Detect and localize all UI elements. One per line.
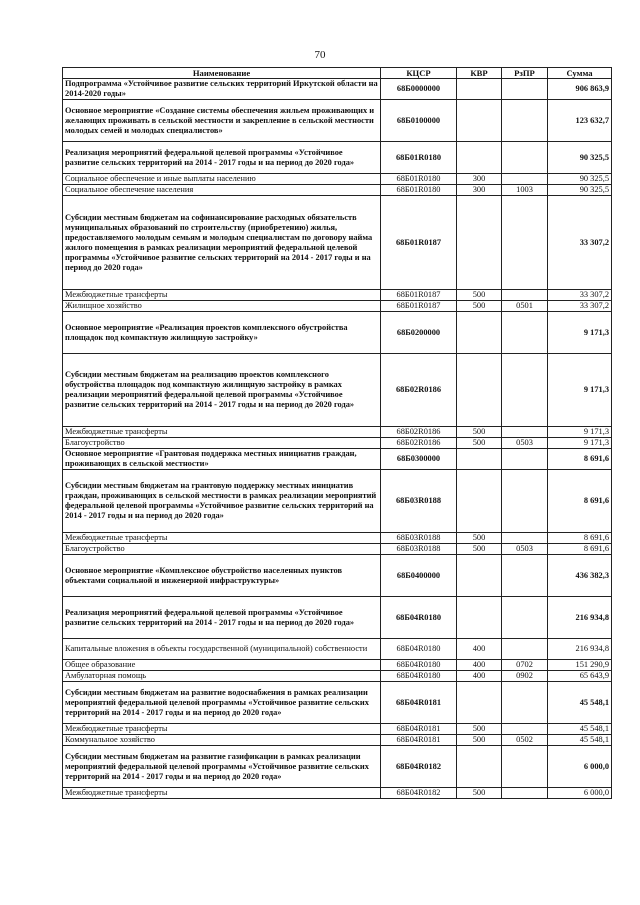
row-kvr: 500 <box>457 301 502 312</box>
table-row <box>63 470 612 533</box>
row-name: Субсидии местным бюджетам на грантовую поддержку местных инициатив граждан, проживающих в сельской местности в рамках реализации мероприятий федеральной целевой программы «Устойчивое развитие сельских территорий на 2014 - 2017 годы и на период до 2020 года» <box>63 470 381 533</box>
row-name: Субсидии местным бюджетам на реализацию проектов комплексного обустройства площадок под компактную жилищную застройку в рамках реализации мероприятий федеральной целевой программы «Устойчивое развитие сельских территорий на 2014 - 2017 годы и на период до 2020 года» <box>63 354 381 427</box>
table-row <box>63 660 612 671</box>
row-sum: 6 000,0 <box>548 788 612 799</box>
row-name: Межбюджетные трансферты <box>63 724 381 735</box>
row-sum: 8 691,6 <box>548 533 612 544</box>
row-sum: 33 307,2 <box>548 301 612 312</box>
row-sum: 436 382,3 <box>548 555 612 597</box>
row-kvr <box>457 746 502 788</box>
row-sum: 90 325,5 <box>548 142 612 174</box>
row-kvr: 400 <box>457 639 502 660</box>
row-rzpr <box>502 788 548 799</box>
row-name: Реализация мероприятий федеральной целевой программы «Устойчивое развитие сельских территорий на 2014 - 2017 годы и на период до 2020 года» <box>63 142 381 174</box>
row-name: Общее образование <box>63 660 381 671</box>
row-rzpr <box>502 79 548 100</box>
row-rzpr <box>502 290 548 301</box>
table-row <box>63 301 612 312</box>
table-row <box>63 555 612 597</box>
table-row <box>63 312 612 354</box>
row-kcsr: 68Б01R0187 <box>381 290 457 301</box>
header-kvr: КВР <box>457 68 502 79</box>
row-rzpr <box>502 724 548 735</box>
table-row <box>63 196 612 290</box>
header-rzpr: РзПР <box>502 68 548 79</box>
row-kvr: 400 <box>457 671 502 682</box>
table-row <box>63 185 612 196</box>
row-kcsr: 68Б03R0188 <box>381 544 457 555</box>
row-sum: 216 934,8 <box>548 597 612 639</box>
row-kvr: 300 <box>457 174 502 185</box>
row-kvr: 500 <box>457 788 502 799</box>
row-rzpr: 0501 <box>502 301 548 312</box>
row-kcsr: 68Б01R0187 <box>381 196 457 290</box>
row-name: Социальное обеспечение населения <box>63 185 381 196</box>
row-kvr: 500 <box>457 533 502 544</box>
table-row <box>63 427 612 438</box>
row-sum: 33 307,2 <box>548 290 612 301</box>
row-kvr: 500 <box>457 735 502 746</box>
row-sum: 6 000,0 <box>548 746 612 788</box>
row-kcsr: 68Б04R0181 <box>381 682 457 724</box>
row-kvr <box>457 354 502 427</box>
row-name: Субсидии местным бюджетам на развитие водоснабжения в рамках реализации мероприятий федеральной целевой программы «Устойчивое развитие сельских территорий на 2014 - 2017 годы и на период до 2020 года» <box>63 682 381 724</box>
row-kvr <box>457 597 502 639</box>
row-kcsr: 68Б04R0180 <box>381 660 457 671</box>
row-sum: 65 643,9 <box>548 671 612 682</box>
table-row <box>63 597 612 639</box>
row-kvr <box>457 196 502 290</box>
row-name: Межбюджетные трансферты <box>63 533 381 544</box>
row-name: Межбюджетные трансферты <box>63 290 381 301</box>
table-row <box>63 142 612 174</box>
row-rzpr: 0502 <box>502 735 548 746</box>
table-row <box>63 724 612 735</box>
row-rzpr <box>502 470 548 533</box>
page-number: 70 <box>314 49 326 61</box>
row-rzpr <box>502 746 548 788</box>
row-kcsr: 68Б01R0180 <box>381 174 457 185</box>
row-name: Субсидии местным бюджетам на развитие газификации в рамках реализации мероприятий федеральной целевой программы «Устойчивое развитие сельских территорий на 2014 - 2017 годы и на период до 2020 года» <box>63 746 381 788</box>
row-sum: 90 325,5 <box>548 174 612 185</box>
row-sum: 9 171,3 <box>548 354 612 427</box>
row-sum: 8 691,6 <box>548 449 612 470</box>
row-rzpr <box>502 354 548 427</box>
header-name: Наименование <box>63 68 381 79</box>
row-kcsr: 68Б02R0186 <box>381 438 457 449</box>
table-row <box>63 533 612 544</box>
row-rzpr: 1003 <box>502 185 548 196</box>
table-row <box>63 682 612 724</box>
row-rzpr: 0902 <box>502 671 548 682</box>
row-rzpr <box>502 196 548 290</box>
row-rzpr: 0503 <box>502 438 548 449</box>
row-kvr: 500 <box>457 427 502 438</box>
row-name: Реализация мероприятий федеральной целевой программы «Устойчивое развитие сельских территорий на 2014 - 2017 годы и на период до 2020 года» <box>63 597 381 639</box>
row-kvr <box>457 470 502 533</box>
row-kcsr: 68Б02R0186 <box>381 354 457 427</box>
row-kcsr: 68Б0200000 <box>381 312 457 354</box>
row-sum: 906 863,9 <box>548 79 612 100</box>
row-rzpr <box>502 597 548 639</box>
row-sum: 45 548,1 <box>548 724 612 735</box>
row-name: Благоустройство <box>63 544 381 555</box>
row-name: Амбулаторная помощь <box>63 671 381 682</box>
row-sum: 9 171,3 <box>548 427 612 438</box>
row-kvr: 400 <box>457 660 502 671</box>
row-rzpr <box>502 533 548 544</box>
row-kcsr: 68Б0300000 <box>381 449 457 470</box>
table-row <box>63 788 612 799</box>
table-row <box>63 290 612 301</box>
table-row <box>63 79 612 100</box>
row-kvr: 300 <box>457 185 502 196</box>
row-sum: 45 548,1 <box>548 682 612 724</box>
row-kvr <box>457 79 502 100</box>
row-name: Социальное обеспечение и иные выплаты населению <box>63 174 381 185</box>
row-kcsr: 68Б0400000 <box>381 555 457 597</box>
row-kvr <box>457 312 502 354</box>
row-rzpr <box>502 312 548 354</box>
row-kcsr: 68Б04R0182 <box>381 788 457 799</box>
table-row <box>63 671 612 682</box>
row-kvr: 500 <box>457 290 502 301</box>
row-sum: 90 325,5 <box>548 185 612 196</box>
row-sum: 45 548,1 <box>548 735 612 746</box>
table-row <box>63 544 612 555</box>
row-name: Основное мероприятие «Создание системы обеспечения жильем проживающих и желающих проживать в сельской местности и закрепление в сельской местности молодых семей и молодых специалистов» <box>63 100 381 142</box>
row-sum: 151 290,9 <box>548 660 612 671</box>
header-sum: Сумма <box>548 68 612 79</box>
row-kcsr: 68Б01R0187 <box>381 301 457 312</box>
row-name: Благоустройство <box>63 438 381 449</box>
row-kcsr: 68Б0100000 <box>381 100 457 142</box>
row-kvr: 500 <box>457 724 502 735</box>
row-kvr <box>457 555 502 597</box>
header-kcsr: КЦСР <box>381 68 457 79</box>
table-row <box>63 639 612 660</box>
row-name: Основное мероприятие «Реализация проектов комплексного обустройства площадок под компактную жилищную застройку» <box>63 312 381 354</box>
row-kcsr: 68Б04R0180 <box>381 597 457 639</box>
row-kvr <box>457 682 502 724</box>
row-rzpr <box>502 100 548 142</box>
budget-table <box>62 67 612 799</box>
table-row <box>63 746 612 788</box>
row-kcsr: 68Б0000000 <box>381 79 457 100</box>
row-sum: 8 691,6 <box>548 470 612 533</box>
row-rzpr <box>502 555 548 597</box>
row-name: Капитальные вложения в объекты государственной (муниципальной) собственности <box>63 639 381 660</box>
row-kcsr: 68Б03R0188 <box>381 533 457 544</box>
row-name: Основное мероприятие «Комплексное обустройство населенных пунктов объектами социальной и инженерной инфраструктуры» <box>63 555 381 597</box>
table-row <box>63 735 612 746</box>
row-rzpr <box>502 427 548 438</box>
row-kcsr: 68Б04R0180 <box>381 639 457 660</box>
row-rzpr <box>502 682 548 724</box>
row-rzpr <box>502 639 548 660</box>
row-rzpr: 0702 <box>502 660 548 671</box>
row-kvr <box>457 142 502 174</box>
row-name: Подпрограмма «Устойчивое развитие сельских территорий Иркутской области на 2014-2020 годы» <box>63 79 381 100</box>
row-rzpr <box>502 142 548 174</box>
row-rzpr <box>502 449 548 470</box>
row-kcsr: 68Б02R0186 <box>381 427 457 438</box>
row-kcsr: 68Б01R0180 <box>381 185 457 196</box>
table-row <box>63 354 612 427</box>
row-sum: 8 691,6 <box>548 544 612 555</box>
row-name: Субсидии местным бюджетам на софинансирование расходных обязательств муниципальных образований по строительству (приобретению) жилья, предоставляемого молодым семьям и молодым специалистам по договору найма жилого помещения в рамках реализации мероприятий федеральной целевой программы «Устойчивое развитие сельских территорий на 2014 - 2017 годы и на период до 2020 года» <box>63 196 381 290</box>
row-kvr <box>457 100 502 142</box>
row-rzpr <box>502 174 548 185</box>
row-kcsr: 68Б04R0180 <box>381 671 457 682</box>
row-name: Межбюджетные трансферты <box>63 788 381 799</box>
row-kcsr: 68Б04R0182 <box>381 746 457 788</box>
table-header-row <box>63 68 612 79</box>
row-kcsr: 68Б04R0181 <box>381 735 457 746</box>
table-row <box>63 174 612 185</box>
table-row <box>63 438 612 449</box>
row-sum: 33 307,2 <box>548 196 612 290</box>
row-sum: 216 934,8 <box>548 639 612 660</box>
row-kvr: 500 <box>457 544 502 555</box>
row-name: Межбюджетные трансферты <box>63 427 381 438</box>
row-name: Коммунальное хозяйство <box>63 735 381 746</box>
row-sum: 123 632,7 <box>548 100 612 142</box>
row-kvr: 500 <box>457 438 502 449</box>
table-row <box>63 449 612 470</box>
row-rzpr: 0503 <box>502 544 548 555</box>
row-name: Основное мероприятие «Грантовая поддержка местных инициатив граждан, проживающих в сельской местности» <box>63 449 381 470</box>
row-kcsr: 68Б04R0181 <box>381 724 457 735</box>
table-row <box>63 100 612 142</box>
row-sum: 9 171,3 <box>548 438 612 449</box>
row-name: Жилищное хозяйство <box>63 301 381 312</box>
row-kcsr: 68Б01R0180 <box>381 142 457 174</box>
row-sum: 9 171,3 <box>548 312 612 354</box>
row-kvr <box>457 449 502 470</box>
row-kcsr: 68Б03R0188 <box>381 470 457 533</box>
